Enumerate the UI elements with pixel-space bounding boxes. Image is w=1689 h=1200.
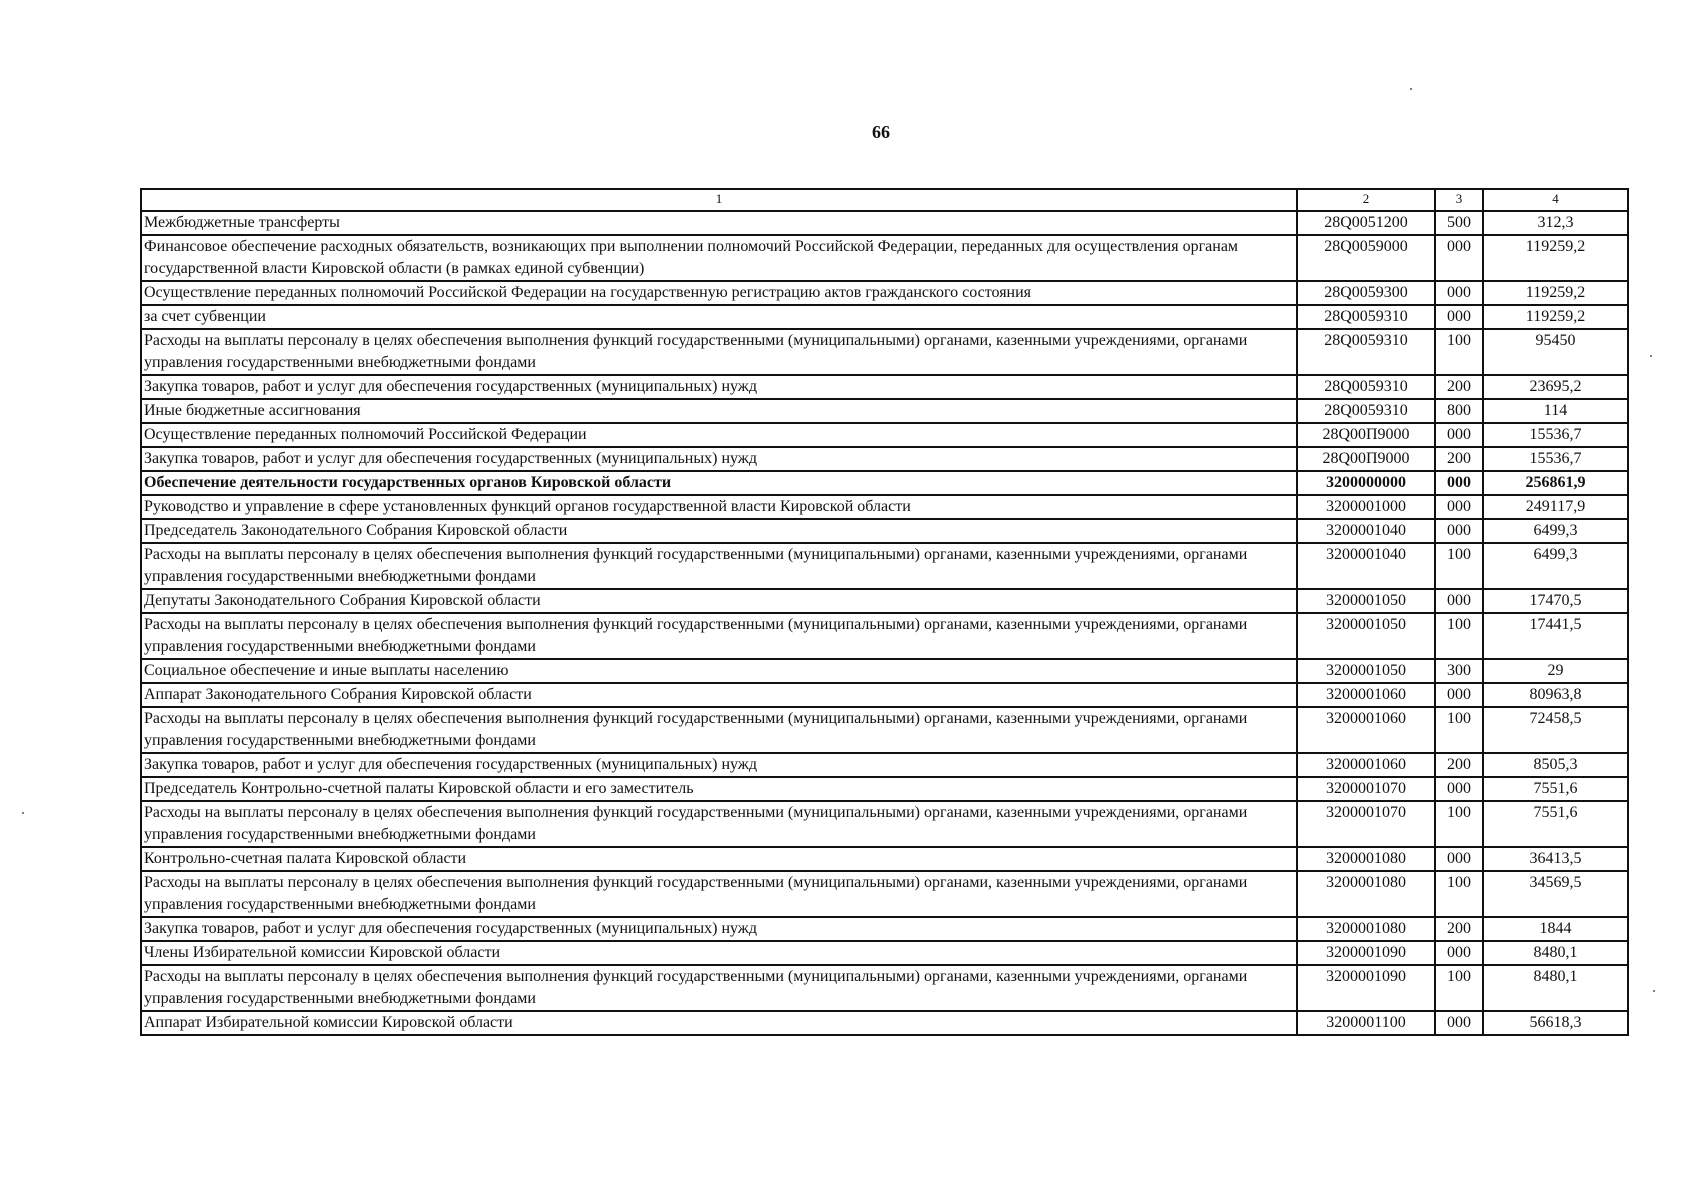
table-row xyxy=(141,941,1628,965)
row-amount-cell: 8505,3 xyxy=(1483,753,1628,777)
row-name-cell: Аппарат Избирательной комиссии Кировской области xyxy=(141,1011,1297,1035)
row-name-cell: Расходы на выплаты персоналу в целях обеспечения выполнения функций государственными (муниципальными) органами, казенными учреждениями, органами управления государственными внебюджетными фондами xyxy=(141,329,1297,375)
row-amount-cell: 1844 xyxy=(1483,917,1628,941)
table-row xyxy=(141,801,1628,847)
row-type-cell: 000 xyxy=(1435,305,1483,329)
row-type-cell: 000 xyxy=(1435,683,1483,707)
header-row xyxy=(141,189,1628,211)
row-name-cell: Расходы на выплаты персоналу в целях обеспечения выполнения функций государственными (муниципальными) органами, казенными учреждениями, органами управления государственными внебюджетными фондами xyxy=(141,871,1297,917)
row-code-cell: 3200001060 xyxy=(1297,683,1435,707)
row-amount-cell: 256861,9 xyxy=(1483,471,1628,495)
row-name-cell: Финансовое обеспечение расходных обязательств, возникающих при выполнении полномочий Российской Федерации, переданных для осуществления органам государственной власти Кировской области (в рамках единой субвенции) xyxy=(141,235,1297,281)
table-row xyxy=(141,399,1628,423)
column-header: 4 xyxy=(1483,189,1628,211)
row-amount-cell: 34569,5 xyxy=(1483,871,1628,917)
row-name-cell: Расходы на выплаты персоналу в целях обеспечения выполнения функций государственными (муниципальными) органами, казенными учреждениями, органами управления государственными внебюджетными фондами xyxy=(141,965,1297,1011)
row-code-cell: 3200001060 xyxy=(1297,707,1435,753)
row-name-cell: Межбюджетные трансферты xyxy=(141,211,1297,235)
row-amount-cell: 8480,1 xyxy=(1483,965,1628,1011)
table-row xyxy=(141,329,1628,375)
row-type-cell: 800 xyxy=(1435,399,1483,423)
row-amount-cell: 15536,7 xyxy=(1483,447,1628,471)
row-name-cell: Депутаты Законодательного Собрания Кировской области xyxy=(141,589,1297,613)
row-type-cell: 100 xyxy=(1435,707,1483,753)
row-amount-cell: 6499,3 xyxy=(1483,519,1628,543)
table-row xyxy=(141,281,1628,305)
row-type-cell: 000 xyxy=(1435,471,1483,495)
scan-speck xyxy=(1653,990,1655,992)
page-number: 66 xyxy=(872,122,890,142)
row-code-cell: 28Q00П9000 xyxy=(1297,423,1435,447)
table-row xyxy=(141,211,1628,235)
row-amount-cell: 249117,9 xyxy=(1483,495,1628,519)
row-type-cell: 200 xyxy=(1435,447,1483,471)
table-row xyxy=(141,871,1628,917)
row-type-cell: 000 xyxy=(1435,1011,1483,1035)
table-row xyxy=(141,659,1628,683)
table-row xyxy=(141,707,1628,753)
row-name-cell: Социальное обеспечение и иные выплаты населению xyxy=(141,659,1297,683)
table-row xyxy=(141,543,1628,589)
row-type-cell: 000 xyxy=(1435,941,1483,965)
row-type-cell: 000 xyxy=(1435,281,1483,305)
row-code-cell: 3200000000 xyxy=(1297,471,1435,495)
row-name-cell: Закупка товаров, работ и услуг для обеспечения государственных (муниципальных) нужд xyxy=(141,375,1297,399)
row-type-cell: 000 xyxy=(1435,777,1483,801)
row-name-cell: Обеспечение деятельности государственных органов Кировской области xyxy=(141,471,1297,495)
row-code-cell: 3200001080 xyxy=(1297,917,1435,941)
row-amount-cell: 8480,1 xyxy=(1483,941,1628,965)
row-code-cell: 28Q0059300 xyxy=(1297,281,1435,305)
row-amount-cell: 119259,2 xyxy=(1483,281,1628,305)
scan-speck xyxy=(1650,355,1652,357)
table-row xyxy=(141,917,1628,941)
row-type-cell: 100 xyxy=(1435,329,1483,375)
column-header: 2 xyxy=(1297,189,1435,211)
row-amount-cell: 56618,3 xyxy=(1483,1011,1628,1035)
table-row xyxy=(141,375,1628,399)
table-row xyxy=(141,305,1628,329)
row-code-cell: 28Q0059310 xyxy=(1297,399,1435,423)
row-name-cell: Аппарат Законодательного Собрания Кировской области xyxy=(141,683,1297,707)
row-amount-cell: 29 xyxy=(1483,659,1628,683)
row-amount-cell: 7551,6 xyxy=(1483,801,1628,847)
table-row xyxy=(141,589,1628,613)
row-type-cell: 100 xyxy=(1435,543,1483,589)
row-name-cell: Осуществление переданных полномочий Российской Федерации на государственную регистрацию актов гражданского состояния xyxy=(141,281,1297,305)
table-row xyxy=(141,777,1628,801)
row-code-cell: 3200001000 xyxy=(1297,495,1435,519)
row-name-cell: Расходы на выплаты персоналу в целях обеспечения выполнения функций государственными (муниципальными) органами, казенными учреждениями, органами управления государственными внебюджетными фондами xyxy=(141,543,1297,589)
row-amount-cell: 17470,5 xyxy=(1483,589,1628,613)
row-name-cell: за счет субвенции xyxy=(141,305,1297,329)
scan-speck xyxy=(1410,88,1412,90)
row-code-cell: 3200001090 xyxy=(1297,965,1435,1011)
row-type-cell: 000 xyxy=(1435,235,1483,281)
row-amount-cell: 7551,6 xyxy=(1483,777,1628,801)
row-amount-cell: 119259,2 xyxy=(1483,235,1628,281)
row-code-cell: 28Q0059000 xyxy=(1297,235,1435,281)
row-code-cell: 3200001070 xyxy=(1297,777,1435,801)
row-code-cell: 3200001070 xyxy=(1297,801,1435,847)
row-type-cell: 000 xyxy=(1435,589,1483,613)
row-type-cell: 000 xyxy=(1435,423,1483,447)
row-code-cell: 3200001060 xyxy=(1297,753,1435,777)
table-row xyxy=(141,965,1628,1011)
row-type-cell: 100 xyxy=(1435,965,1483,1011)
row-code-cell: 3200001100 xyxy=(1297,1011,1435,1035)
row-name-cell: Закупка товаров, работ и услуг для обеспечения государственных (муниципальных) нужд xyxy=(141,447,1297,471)
row-code-cell: 3200001050 xyxy=(1297,589,1435,613)
row-name-cell: Осуществление переданных полномочий Российской Федерации xyxy=(141,423,1297,447)
table-body xyxy=(141,211,1628,1035)
row-amount-cell: 72458,5 xyxy=(1483,707,1628,753)
row-amount-cell: 15536,7 xyxy=(1483,423,1628,447)
row-name-cell: Закупка товаров, работ и услуг для обеспечения государственных (муниципальных) нужд xyxy=(141,753,1297,777)
row-name-cell: Иные бюджетные ассигнования xyxy=(141,399,1297,423)
row-name-cell: Контрольно-счетная палата Кировской области xyxy=(141,847,1297,871)
row-name-cell: Расходы на выплаты персоналу в целях обеспечения выполнения функций государственными (муниципальными) органами, казенными учреждениями, органами управления государственными внебюджетными фондами xyxy=(141,613,1297,659)
table-row xyxy=(141,753,1628,777)
row-code-cell: 28Q0059310 xyxy=(1297,329,1435,375)
row-amount-cell: 312,3 xyxy=(1483,211,1628,235)
row-amount-cell: 36413,5 xyxy=(1483,847,1628,871)
budget-table xyxy=(140,188,1629,1036)
row-type-cell: 200 xyxy=(1435,375,1483,399)
row-name-cell: Расходы на выплаты персоналу в целях обеспечения выполнения функций государственными (муниципальными) органами, казенными учреждениями, органами управления государственными внебюджетными фондами xyxy=(141,707,1297,753)
row-code-cell: 3200001040 xyxy=(1297,543,1435,589)
column-header: 3 xyxy=(1435,189,1483,211)
row-name-cell: Руководство и управление в сфере установленных функций органов государственной власти Кировской области xyxy=(141,495,1297,519)
table-row xyxy=(141,423,1628,447)
row-type-cell: 200 xyxy=(1435,753,1483,777)
row-name-cell: Председатель Законодательного Собрания Кировской области xyxy=(141,519,1297,543)
table-row xyxy=(141,495,1628,519)
row-type-cell: 000 xyxy=(1435,495,1483,519)
row-type-cell: 500 xyxy=(1435,211,1483,235)
row-code-cell: 28Q0059310 xyxy=(1297,375,1435,399)
row-amount-cell: 17441,5 xyxy=(1483,613,1628,659)
row-code-cell: 28Q0059310 xyxy=(1297,305,1435,329)
row-type-cell: 100 xyxy=(1435,613,1483,659)
row-code-cell: 3200001080 xyxy=(1297,871,1435,917)
table-row xyxy=(141,1011,1628,1035)
row-amount-cell: 80963,8 xyxy=(1483,683,1628,707)
row-code-cell: 3200001050 xyxy=(1297,613,1435,659)
row-type-cell: 100 xyxy=(1435,801,1483,847)
row-code-cell: 3200001080 xyxy=(1297,847,1435,871)
column-header: 1 xyxy=(141,189,1297,211)
row-type-cell: 300 xyxy=(1435,659,1483,683)
row-type-cell: 000 xyxy=(1435,847,1483,871)
row-code-cell: 28Q0051200 xyxy=(1297,211,1435,235)
table-row xyxy=(141,519,1628,543)
row-type-cell: 100 xyxy=(1435,871,1483,917)
row-amount-cell: 95450 xyxy=(1483,329,1628,375)
row-name-cell: Члены Избирательной комиссии Кировской области xyxy=(141,941,1297,965)
row-type-cell: 000 xyxy=(1435,519,1483,543)
row-name-cell: Расходы на выплаты персоналу в целях обеспечения выполнения функций государственными (муниципальными) органами, казенными учреждениями, органами управления государственными внебюджетными фондами xyxy=(141,801,1297,847)
table-row xyxy=(141,847,1628,871)
row-code-cell: 3200001050 xyxy=(1297,659,1435,683)
table-row xyxy=(141,447,1628,471)
scan-speck xyxy=(22,812,24,814)
row-code-cell: 3200001090 xyxy=(1297,941,1435,965)
row-code-cell: 28Q00П9000 xyxy=(1297,447,1435,471)
table-row xyxy=(141,683,1628,707)
row-code-cell: 3200001040 xyxy=(1297,519,1435,543)
row-name-cell: Закупка товаров, работ и услуг для обеспечения государственных (муниципальных) нужд xyxy=(141,917,1297,941)
row-amount-cell: 23695,2 xyxy=(1483,375,1628,399)
row-name-cell: Председатель Контрольно-счетной палаты Кировской области и его заместитель xyxy=(141,777,1297,801)
table-row xyxy=(141,613,1628,659)
table-row xyxy=(141,235,1628,281)
row-amount-cell: 6499,3 xyxy=(1483,543,1628,589)
row-amount-cell: 119259,2 xyxy=(1483,305,1628,329)
row-amount-cell: 114 xyxy=(1483,399,1628,423)
table-row xyxy=(141,471,1628,495)
row-type-cell: 200 xyxy=(1435,917,1483,941)
